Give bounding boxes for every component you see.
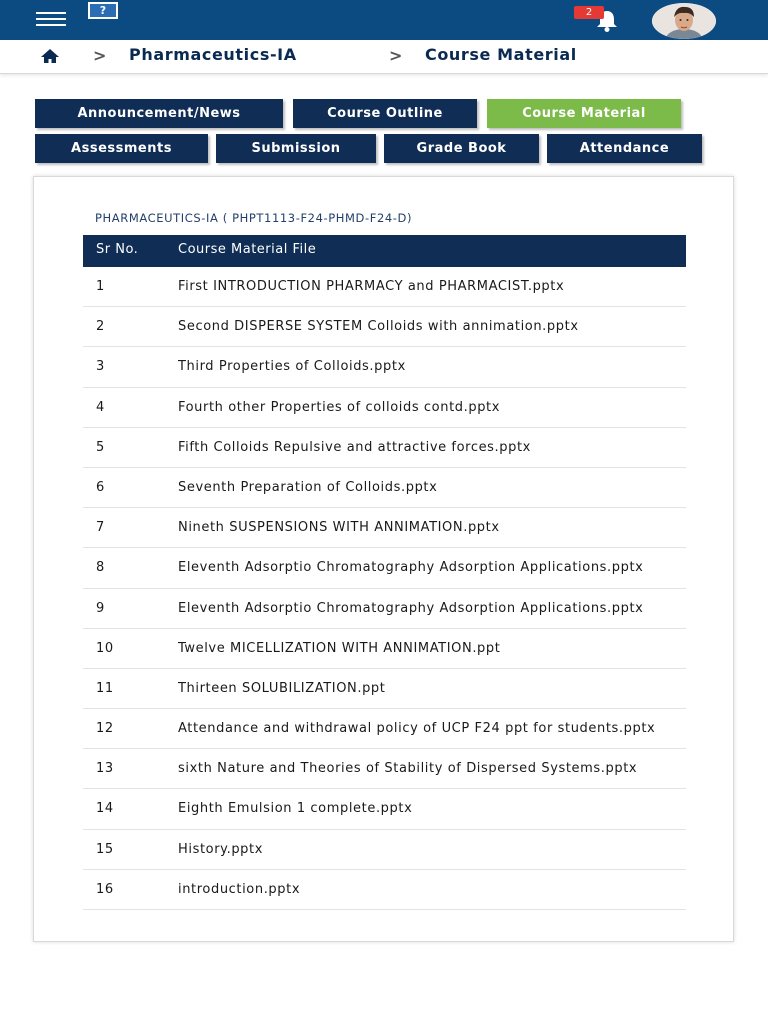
course-title: PHARMACEUTICS-IA ( PHPT1113-F24-PHMD-F24-D) — [95, 211, 413, 225]
file-link[interactable]: Eleventh Adsorptio Chromatography Adsorption Applications.pptx — [178, 600, 644, 616]
table-row[interactable] — [83, 307, 686, 347]
table-row[interactable] — [83, 428, 686, 468]
row-number: 1 — [96, 279, 105, 294]
table-row[interactable] — [83, 589, 686, 629]
tab-assessments[interactable]: Assessments — [35, 134, 208, 163]
breadcrumb-separator: > — [389, 46, 403, 65]
help-icon[interactable]: ? — [88, 2, 118, 19]
header-sr-no: Sr No. — [96, 242, 139, 257]
table-row[interactable] — [83, 388, 686, 428]
notification-badge: 2 — [574, 6, 604, 19]
table-row[interactable] — [83, 468, 686, 508]
table-row[interactable] — [83, 709, 686, 749]
table-row[interactable] — [83, 267, 686, 307]
home-icon[interactable] — [40, 48, 60, 64]
row-number: 5 — [96, 439, 105, 455]
row-number: 11 — [96, 680, 114, 696]
tab-grade-book[interactable]: Grade Book — [384, 134, 539, 163]
table-row[interactable] — [83, 629, 686, 669]
top-bar — [0, 0, 768, 40]
breadcrumb-course[interactable]: Pharmaceutics-IA — [129, 45, 297, 64]
user-avatar[interactable] — [652, 3, 716, 39]
row-number: 16 — [96, 881, 114, 897]
avatar-image — [652, 3, 716, 39]
tab-submission[interactable]: Submission — [216, 134, 376, 163]
row-number: 8 — [96, 560, 105, 576]
file-link[interactable]: Attendance and withdrawal policy of UCP F24 ppt for students.pptx — [178, 721, 656, 737]
breadcrumb-separator: > — [93, 46, 107, 65]
tab-announcement-news[interactable]: Announcement/News — [35, 99, 283, 128]
file-link[interactable]: Third Properties of Colloids.pptx — [178, 359, 406, 375]
table-header — [83, 235, 686, 267]
table-row[interactable] — [83, 347, 686, 387]
row-number: 13 — [96, 761, 114, 777]
table-row[interactable] — [83, 789, 686, 829]
notifications-button[interactable] — [585, 7, 622, 34]
tab-course-outline[interactable]: Course Outline — [293, 99, 477, 128]
file-link[interactable]: Eleventh Adsorptio Chromatography Adsorption Applications.pptx — [178, 560, 644, 576]
row-number: 4 — [96, 399, 105, 415]
hamburger-icon[interactable] — [36, 12, 66, 30]
file-link[interactable]: sixth Nature and Theories of Stability of Dispersed Systems.pptx — [178, 761, 638, 777]
tab-attendance[interactable]: Attendance — [547, 134, 702, 163]
row-number: 3 — [96, 359, 105, 375]
row-number: 6 — [96, 479, 105, 495]
row-number: 2 — [96, 319, 105, 335]
file-link[interactable]: Fourth other Properties of colloids contd.pptx — [178, 399, 501, 415]
row-number: 7 — [96, 520, 105, 536]
file-link[interactable]: Thirteen SOLUBILIZATION.ppt — [178, 680, 386, 696]
row-number: 9 — [96, 600, 105, 616]
file-link[interactable]: Second DISPERSE SYSTEM Colloids with annimation.pptx — [178, 319, 579, 335]
row-number: 14 — [96, 801, 114, 817]
table-row[interactable] — [83, 669, 686, 709]
row-number: 10 — [96, 640, 114, 656]
file-link[interactable]: First INTRODUCTION PHARMACY and PHARMACIST.pptx — [178, 279, 565, 294]
table-row[interactable] — [83, 870, 686, 910]
course-material-card — [33, 176, 734, 942]
breadcrumb — [0, 40, 768, 74]
header-file: Course Material File — [178, 242, 317, 257]
table-row[interactable] — [83, 548, 686, 588]
file-link[interactable]: introduction.pptx — [178, 881, 301, 897]
file-link[interactable]: Twelve MICELLIZATION WITH ANNIMATION.ppt — [178, 640, 501, 656]
tab-course-material[interactable]: Course Material — [487, 99, 681, 128]
file-link[interactable]: Seventh Preparation of Colloids.pptx — [178, 479, 438, 495]
row-number: 12 — [96, 721, 114, 737]
file-link[interactable]: Fifth Colloids Repulsive and attractive forces.pptx — [178, 439, 531, 455]
table-row[interactable] — [83, 508, 686, 548]
row-number: 15 — [96, 841, 114, 857]
course-material-table — [83, 235, 686, 910]
file-link[interactable]: History.pptx — [178, 841, 264, 857]
table-row[interactable] — [83, 749, 686, 789]
file-link[interactable]: Eighth Emulsion 1 complete.pptx — [178, 801, 413, 817]
file-link[interactable]: Nineth SUSPENSIONS WITH ANNIMATION.pptx — [178, 520, 500, 536]
table-row[interactable] — [83, 830, 686, 870]
breadcrumb-current: Course Material — [425, 45, 577, 64]
